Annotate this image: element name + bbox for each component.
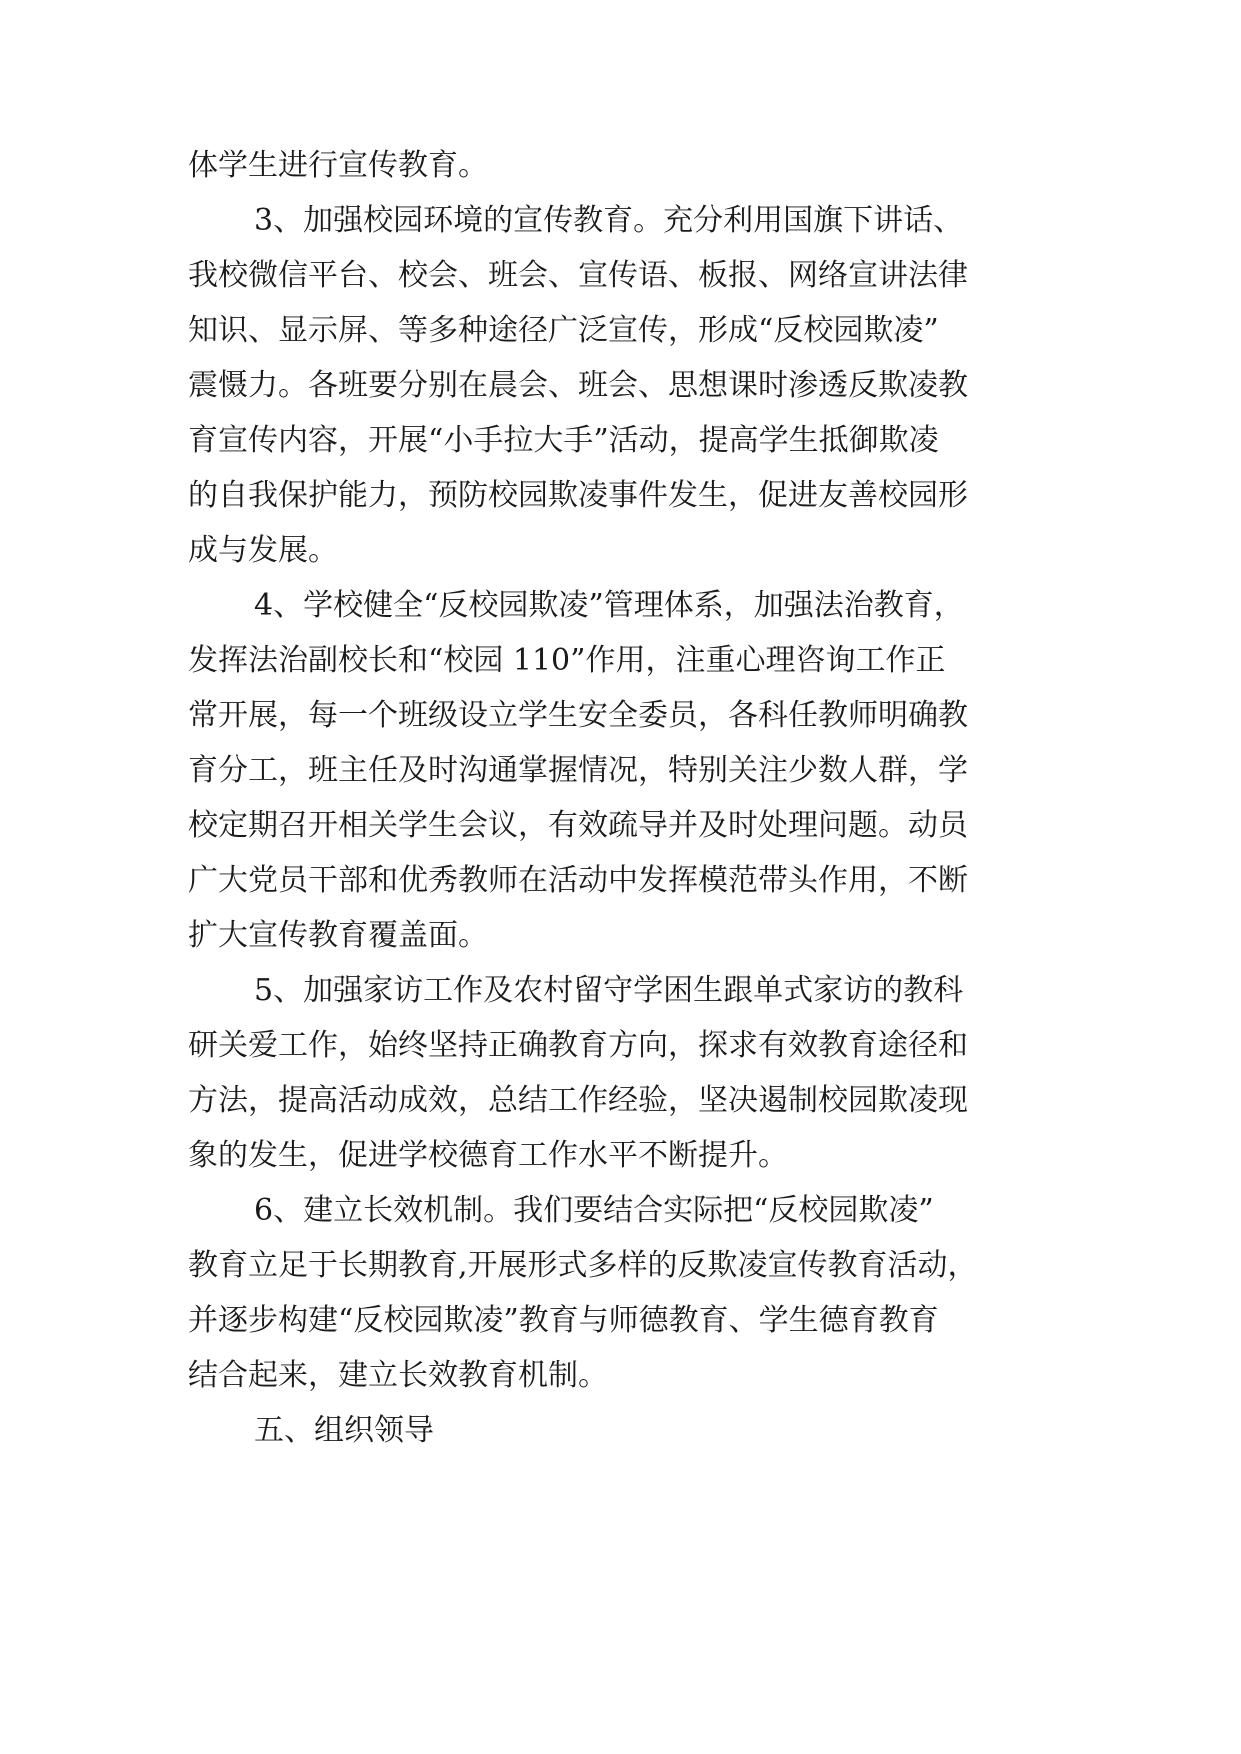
text-line: 象的发生，促进学校德育工作水平不断提升。: [188, 1138, 788, 1173]
text-line: 震慑力。各班要分别在晨会、班会、思想课时渗透反欺凌教: [188, 368, 968, 403]
text-line: 体学生进行宣传教育。: [188, 148, 488, 183]
text-line: 常开展，每一个班级设立学生安全委员，各科任教师明确教: [188, 698, 968, 733]
text-line: 扩大宣传教育覆盖面。: [188, 918, 488, 953]
text-line: 育宣传内容，开展“小手拉大手”活动，提高学生抵御欺凌: [188, 423, 939, 458]
paragraph-6-first-line: 6、建立长效机制。我们要结合实际把“反校园欺凌”: [254, 1193, 934, 1228]
text-line: 的自我保护能力，预防校园欺凌事件发生，促进友善校园形: [188, 478, 968, 513]
paragraph-5-first-line: 5、加强家访工作及农村留守学困生跟单式家访的教科: [254, 973, 964, 1008]
text-line: 结合起来，建立长效教育机制。: [188, 1358, 608, 1393]
text-line: 知识、显示屏、等多种途径广泛宣传，形成“反校园欺凌”: [188, 313, 939, 348]
text-line: 方法，提高活动成效，总结工作经验，坚决遏制校园欺凌现: [188, 1083, 968, 1118]
paragraph-4-first-line: 4、学校健全“反校园欺凌”管理体系，加强法治教育，: [254, 588, 964, 623]
text-line: 广大党员干部和优秀教师在活动中发挥模范带头作用，不断: [188, 863, 968, 898]
text-line: 成与发展。: [188, 533, 338, 568]
text-line: 研关爱工作，始终坚持正确教育方向，探求有效教育途径和: [188, 1028, 968, 1063]
text-line: 我校微信平台、校会、班会、宣传语、板报、网络宣讲法律: [188, 258, 968, 293]
paragraph-3-first-line: 3、加强校园环境的宣传教育。充分利用国旗下讲话、: [254, 203, 964, 238]
text-line: 发挥法治副校长和“校园 110”作用，注重心理咨询工作正: [188, 643, 946, 678]
text-line: 并逐步构建“反校园欺凌”教育与师德教育、学生德育教育: [188, 1303, 939, 1338]
section-heading: 五、组织领导: [254, 1413, 434, 1448]
text-line: 校定期召开相关学生会议，有效疏导并及时处理问题。动员: [188, 808, 968, 843]
text-line: 教育立足于长期教育,开展形式多样的反欺凌宣传教育活动，: [188, 1248, 978, 1283]
text-line: 育分工，班主任及时沟通掌握情况，特别关注少数人群，学: [188, 753, 968, 788]
